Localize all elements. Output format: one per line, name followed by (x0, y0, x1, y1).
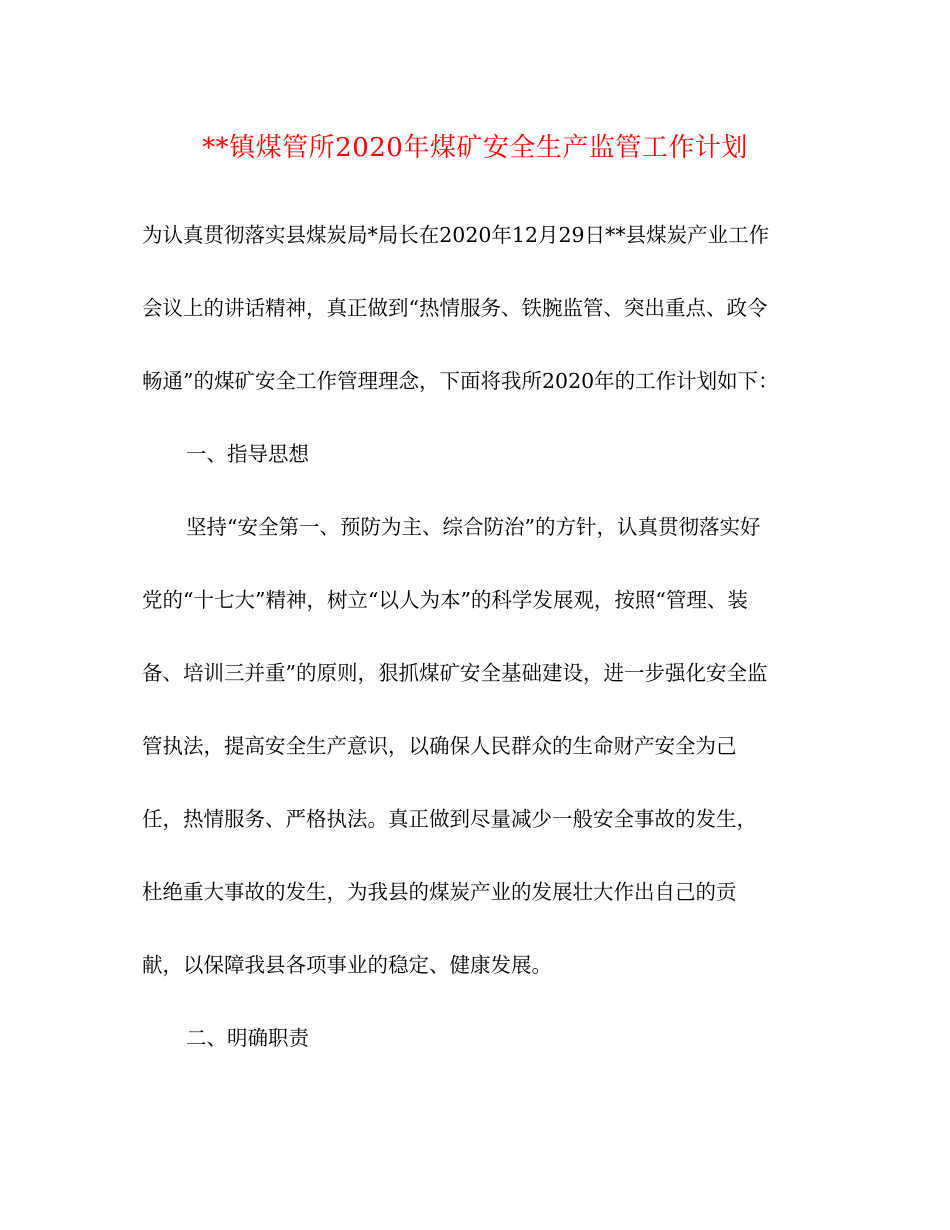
section-heading: 一、指导思想 (186, 442, 309, 466)
paragraph-line: 管执法，提高安全生产意识，以确保人民群众的生命财产安全为己 (142, 734, 737, 758)
section-heading: 二、明确职责 (186, 1026, 309, 1050)
paragraph-line: 备、培训三并重”的原则，狠抓煤矿安全基础建设，进一步强化安全监 (142, 661, 768, 685)
paragraph-line: 杜绝重大事故的发生，为我县的煤炭产业的发展壮大作出自己的贡 (142, 880, 737, 904)
document-title: **镇煤管所2020年煤矿安全生产监管工作计划 (202, 133, 748, 163)
paragraph-line: 献，以保障我县各项事业的稳定、健康发展。 (142, 953, 552, 977)
paragraph-line: 畅通”的煤矿安全工作管理理念，下面将我所2020年的工作计划如下： (142, 369, 779, 393)
paragraph-line: 会议上的讲话精神，真正做到“热情服务、铁腕监管、突出重点、政令 (142, 296, 768, 320)
paragraph-line: 党的“十七大”精神，树立“以人为本”的科学发展观，按照“管理、装 (142, 588, 748, 612)
paragraph-line: 坚持“安全第一、预防为主、综合防治”的方针，认真贯彻落实好 (186, 515, 761, 539)
paragraph-line: 任，热情服务、严格执法。真正做到尽量减少一般安全事故的发生， (142, 807, 757, 831)
paragraph-line: 为认真贯彻落实县煤炭局*局长在2020年12月29日**县煤炭产业工作 (142, 223, 770, 247)
